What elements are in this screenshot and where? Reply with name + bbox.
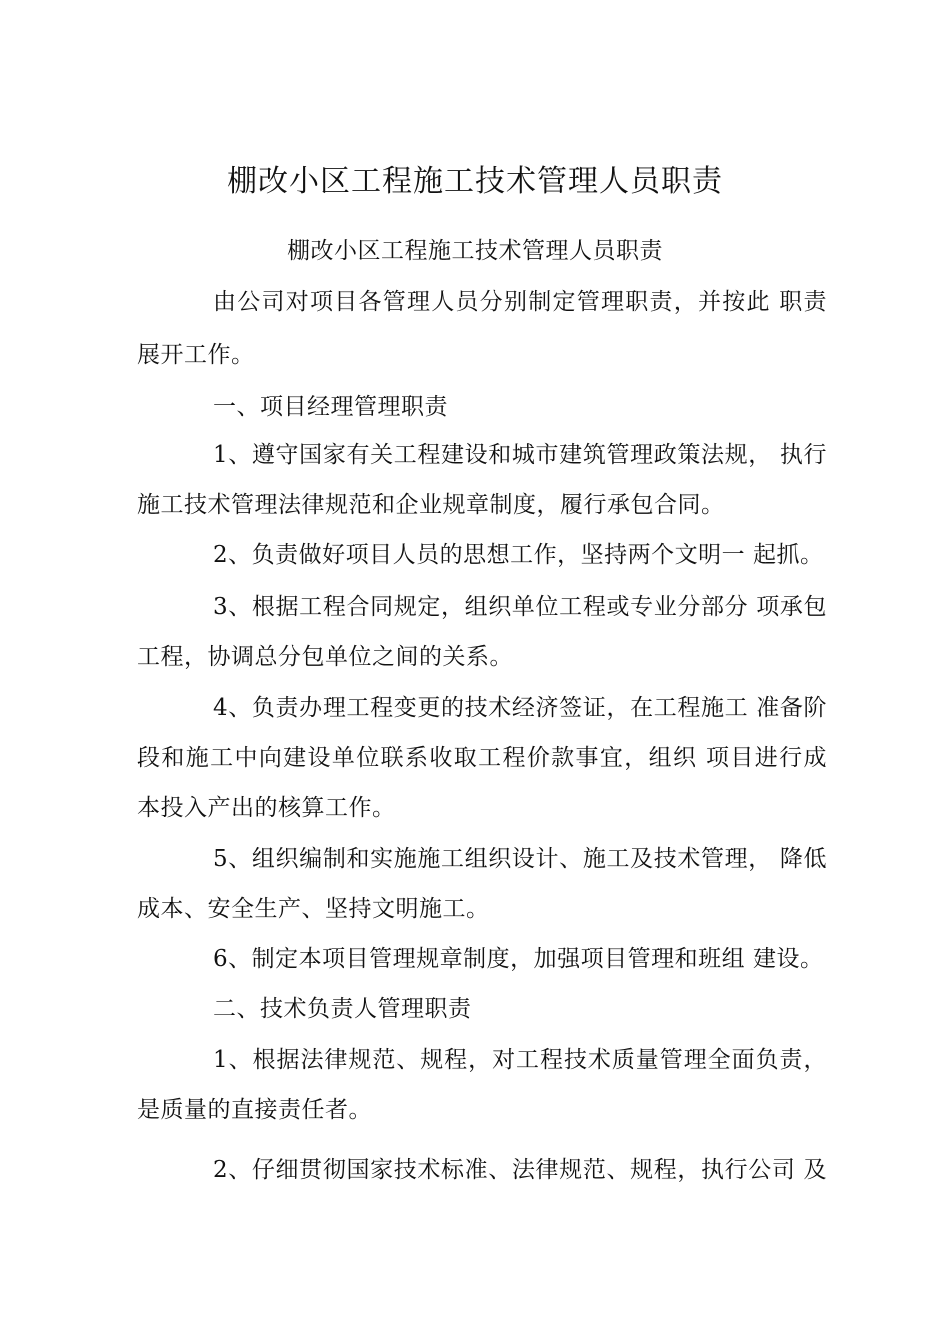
document-subtitle: 棚改小区工程施工技术管理人员职责: [287, 238, 663, 264]
paragraph-line: 本投入产出的核算工作。: [137, 795, 396, 821]
paragraph-line: 段和施工中向建设单位联系收取工程价款事宜，组织 项目进行成: [137, 745, 827, 771]
paragraph-line: 成本、安全生产、坚持文明施工。: [137, 896, 490, 922]
paragraph-line: 工程，协调总分包单位之间的关系。: [137, 644, 513, 670]
paragraph-line: 1、根据法律规范、规程，对工程技术质量管理全面负责，: [213, 1047, 827, 1073]
paragraph-line: 4、负责办理工程变更的技术经济签证，在工程施工 准备阶: [213, 695, 827, 721]
section-heading: 一、项目经理管理职责: [213, 394, 448, 420]
document-title: 棚改小区工程施工技术管理人员职责: [227, 164, 723, 199]
paragraph-line: 由公司对项目各管理人员分别制定管理职责，并按此 职责: [213, 289, 827, 315]
paragraph-line: 6、制定本项目管理规章制度，加强项目管理和班组 建设。: [213, 946, 824, 972]
paragraph-line: 2、负责做好项目人员的思想工作，坚持两个文明一 起抓。: [213, 542, 824, 568]
paragraph-line: 施工技术管理法律规范和企业规章制度，履行承包合同。: [137, 492, 725, 518]
paragraph-line: 展开工作。: [137, 342, 255, 368]
section-heading: 二、技术负责人管理职责: [213, 996, 472, 1022]
paragraph-line: 2、仔细贯彻国家技术标准、法律规范、规程，执行公司 及: [213, 1157, 827, 1183]
paragraph-line: 1、遵守国家有关工程建设和城市建筑管理政策法规， 执行: [213, 442, 827, 468]
paragraph-line: 是质量的直接责任者。: [137, 1097, 372, 1123]
paragraph-line: 3、根据工程合同规定，组织单位工程或专业分部分 项承包: [213, 594, 827, 620]
paragraph-line: 5、组织编制和实施施工组织设计、施工及技术管理， 降低: [213, 846, 827, 872]
